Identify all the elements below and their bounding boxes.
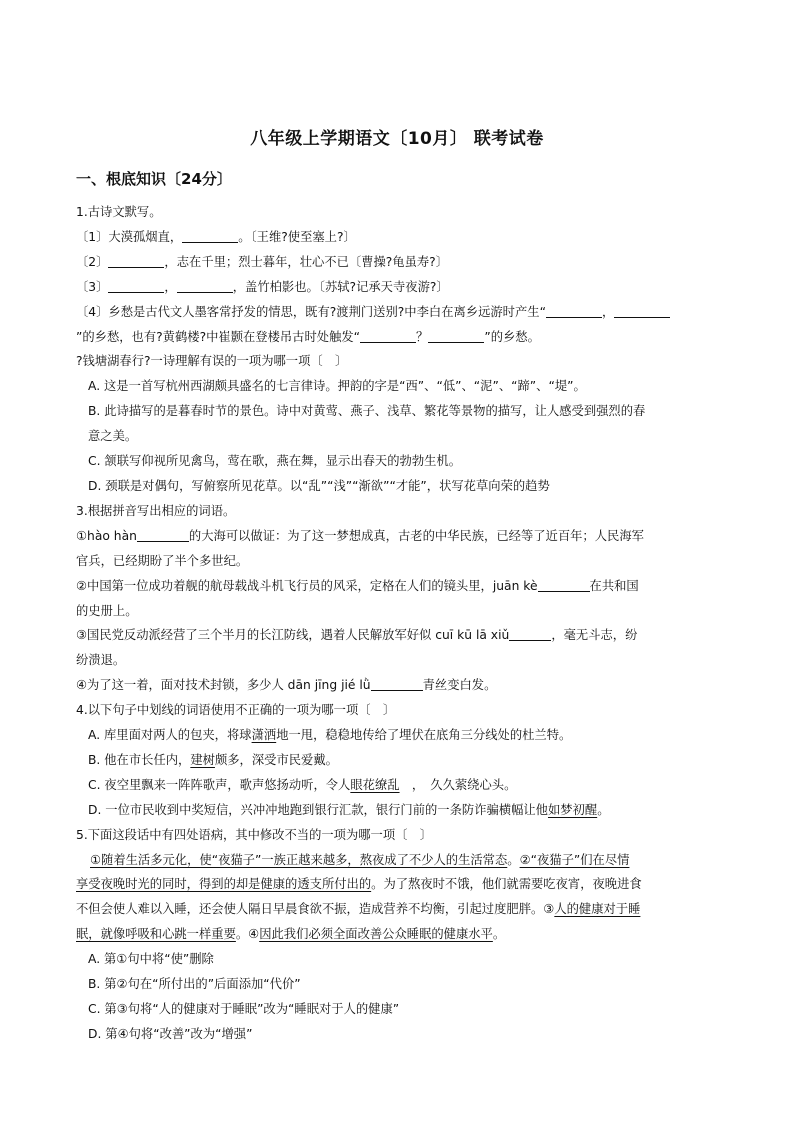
option-b-cont: 意之美。 bbox=[88, 429, 138, 444]
option-text: B. 他在市长任内， bbox=[88, 752, 191, 767]
item-text: ④为了这一着，面对技术封锁，多少人 dān jīng jié lǜ bbox=[76, 678, 371, 693]
underlined-sentence: 人的健康对于睡 bbox=[554, 902, 641, 917]
answer-blank[interactable] bbox=[182, 228, 238, 243]
question-4-stem: 4.以下句子中划线的词语使用不正确的一项为哪一项〔 〕 bbox=[76, 703, 396, 718]
item-text: 〔1〕大漠孤烟直， bbox=[76, 229, 183, 244]
item-text: ， bbox=[164, 279, 177, 294]
item-text: ， bbox=[601, 304, 615, 319]
underlined-sentence: 享受夜晚时光的同时，得到的却是健康的透支所付出的 bbox=[76, 877, 372, 892]
page-title: 八年级上学期语文〔10月〕 联考试卷 bbox=[250, 129, 544, 149]
option-text: ， 久久萦绕心头。 bbox=[399, 777, 517, 792]
item-text: ①hào hàn bbox=[76, 528, 137, 543]
option-d[interactable]: D. 第④句将“改善”改为“增强” bbox=[88, 1026, 253, 1041]
section-heading: 一、根底知识〔24分〕 bbox=[76, 170, 232, 188]
item-text: ，盖竹柏影也。〔苏轼?记承天寺夜游?〕 bbox=[232, 279, 449, 294]
option-a[interactable] bbox=[76, 723, 726, 748]
answer-blank[interactable] bbox=[614, 303, 670, 318]
underlined-sentence: 因此我们必须全面改善公众睡眠的健康水平 bbox=[259, 927, 493, 942]
option-text: A. 库里面对两人的包夹，将球 bbox=[88, 728, 252, 743]
option-text: 地一甩，稳稳地传给了埋伏在底角三分线处的杜兰特。 bbox=[276, 728, 572, 743]
passage-line-2 bbox=[76, 872, 726, 897]
option-d[interactable] bbox=[76, 798, 726, 823]
pinyin-item-2-cont: 的史册上。 bbox=[76, 603, 138, 618]
option-a[interactable]: A. 这是一首写杭州西湖颇具盛名的七言律诗。押韵的字是“西”、“低”、“泥”、“蹄”、“堤”。 bbox=[88, 379, 586, 394]
underlined-word: 建树 bbox=[190, 752, 215, 767]
item-text: ，志在千里；烈士暮年，壮心不已〔曹操?龟虽寿?〕 bbox=[164, 254, 449, 269]
answer-blank[interactable] bbox=[509, 626, 551, 641]
question-1-item-3 bbox=[76, 275, 726, 300]
item-text: 在共和国 bbox=[589, 578, 639, 593]
question-3-stem: 3.根据拼音写出相应的词语。 bbox=[76, 503, 236, 518]
question-1-item-4-cont bbox=[76, 325, 726, 350]
item-text: ”的乡愁，也有?黄鹤楼?中崔颢在登楼吊古时处触发“ bbox=[76, 329, 361, 344]
underlined-sentence: ②“夜猫子”们在尽情 bbox=[519, 852, 630, 867]
option-b[interactable]: B. 此诗描写的是暮春时节的景色。诗中对黄莺、燕子、浅草、繁花等景物的描写，让人感受到强烈的春 bbox=[88, 404, 646, 419]
option-c[interactable] bbox=[76, 773, 726, 798]
pinyin-item-2 bbox=[76, 574, 726, 599]
item-text: ②中国第一位成功着舰的航母载战斗机飞行员的风采，定格在人们的镜头里，juān kè bbox=[76, 578, 538, 593]
pinyin-item-3 bbox=[76, 623, 726, 648]
answer-blank[interactable] bbox=[538, 577, 590, 592]
passage-text: 。 bbox=[492, 927, 506, 942]
passage-text: 。④ bbox=[235, 927, 260, 942]
pinyin-item-1 bbox=[76, 524, 726, 549]
passage-line-4 bbox=[76, 922, 726, 947]
question-1-item-2 bbox=[76, 250, 726, 275]
item-text: ？ bbox=[416, 329, 429, 344]
option-b[interactable]: B. 第②句在“所付出的”后面添加“代价” bbox=[88, 977, 301, 992]
item-text: ，毫无斗志，纷 bbox=[551, 628, 638, 643]
passage-text: 。 bbox=[507, 852, 520, 867]
option-c[interactable]: C. 颔联写仰视所见禽鸟，莺在歌，燕在舞，显示出春天的勃勃生机。 bbox=[88, 454, 462, 469]
underlined-word: 眼花缭乱 bbox=[350, 777, 400, 792]
question-5-stem: 5.下面这段话中有四处语病，其中修改不当的一项为哪一项〔 〕 bbox=[76, 827, 433, 842]
pinyin-item-3-cont: 纷溃退。 bbox=[76, 653, 126, 668]
option-text: 颇多，深受市民爱戴。 bbox=[214, 752, 338, 767]
answer-blank[interactable] bbox=[371, 676, 423, 691]
pinyin-item-4 bbox=[76, 673, 726, 698]
passage-line-1 bbox=[76, 848, 726, 873]
option-b[interactable] bbox=[76, 748, 726, 773]
answer-blank[interactable] bbox=[108, 278, 164, 293]
option-text: C. 夜空里飘来一阵阵歌声，歌声悠扬动听，令人 bbox=[88, 777, 351, 792]
item-text: 。〔王维?使至塞上?〕 bbox=[238, 229, 356, 244]
item-text: 〔4〕乡愁是古代文人墨客常抒发的情思，既有?渡荆门送别?中李白在离乡远游时产生“ bbox=[76, 304, 546, 319]
item-text: 〔2〕 bbox=[76, 254, 109, 269]
underlined-word: 潇洒 bbox=[251, 728, 277, 743]
question-1-item-1 bbox=[76, 225, 726, 250]
option-text: D. 一位市民收到中奖短信，兴冲冲地跑到银行汇款，银行门前的一条防诈骗横幅让他 bbox=[88, 802, 548, 817]
pinyin-item-1-cont: 官兵，已经期盼了半个多世纪。 bbox=[76, 553, 249, 568]
answer-blank[interactable] bbox=[360, 328, 416, 343]
item-text: ”的乡愁。 bbox=[484, 329, 540, 344]
answer-blank[interactable] bbox=[177, 278, 233, 293]
underlined-word: 如梦初醒 bbox=[547, 802, 598, 817]
passage-text: 不但会使人难以入睡，还会使人隔日早晨食欲不振，造成营养不均衡，引起过度肥胖。③ bbox=[76, 902, 555, 917]
option-text: 。 bbox=[597, 802, 610, 817]
answer-blank[interactable] bbox=[428, 328, 484, 343]
item-text: ③国民党反动派经营了三个半月的长江防线，遇着人民解放军好似 cuī kū lā xiǔ bbox=[76, 628, 510, 643]
underlined-sentence: ①随着生活多元化，使“夜猫子”一族正越来越多，熬夜成了不少人的生活常态 bbox=[90, 852, 508, 867]
question-1-stem: 1.古诗文默写。 bbox=[76, 205, 162, 219]
item-text: 青丝变白发。 bbox=[422, 678, 497, 693]
question-2-stem: ?钱塘湖春行?一诗理解有误的一项为哪一项〔 〕 bbox=[76, 354, 348, 369]
item-text: 〔3〕 bbox=[76, 279, 109, 294]
option-c[interactable]: C. 第③句将“人的健康对于睡眠”改为“睡眠对于人的健康” bbox=[88, 1002, 400, 1016]
answer-blank[interactable] bbox=[137, 527, 189, 542]
passage-line-3 bbox=[76, 897, 726, 922]
underlined-sentence: 眠，就像呼吸和心跳一样重要 bbox=[76, 927, 236, 942]
passage-text: 。为了熬夜时不饿，他们就需要吃夜宵，夜晚进食 bbox=[371, 877, 642, 892]
question-list bbox=[76, 200, 726, 1047]
item-text: 的大海可以做证：为了这一梦想成真，古老的中华民族，已经等了近百年；人民海军 bbox=[188, 528, 644, 543]
question-1-item-4 bbox=[76, 300, 726, 325]
answer-blank[interactable] bbox=[546, 303, 602, 318]
option-a[interactable]: A. 第①句中将“使”删除 bbox=[88, 952, 214, 967]
answer-blank[interactable] bbox=[108, 253, 164, 268]
option-d[interactable]: D. 颈联是对偶句，写俯察所见花草。以“乱”“浅”“渐欲”“才能”，状写花草向荣的趋势 bbox=[88, 478, 550, 493]
